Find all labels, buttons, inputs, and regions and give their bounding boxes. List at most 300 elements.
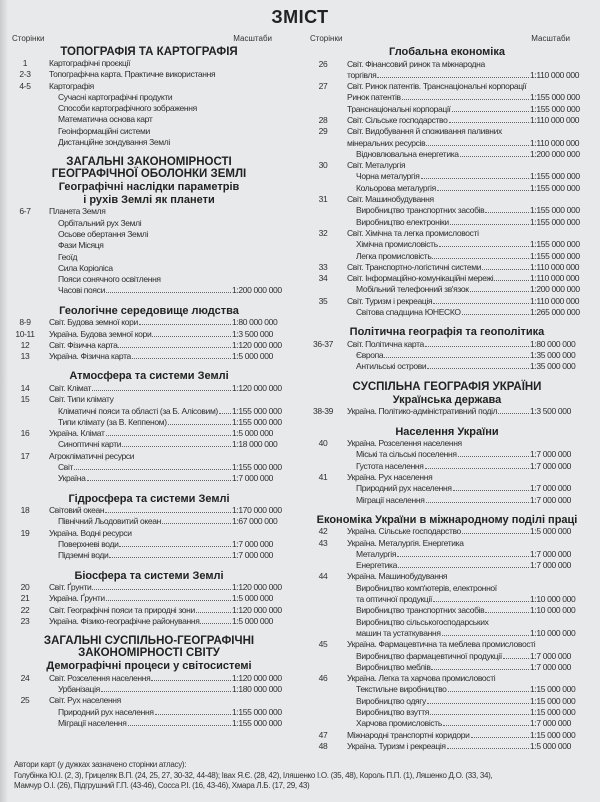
- dot-leader: [462, 533, 529, 534]
- dot-leader: [152, 336, 231, 337]
- toc-subentry[interactable]: [8, 263, 290, 274]
- toc-subentry[interactable]: [8, 550, 290, 561]
- entry-body: [340, 571, 588, 582]
- toc-entry[interactable]: [306, 81, 588, 92]
- toc-entry[interactable]: [306, 115, 588, 126]
- toc-subentry[interactable]: [306, 461, 588, 472]
- heading-line: Гідросфера та системи Землі: [68, 492, 230, 505]
- toc-subentry[interactable]: [8, 274, 290, 285]
- map-scale: 1:120 000 000: [232, 582, 282, 593]
- toc-entry[interactable]: [306, 538, 588, 549]
- page-number: 10-11: [15, 328, 35, 339]
- entry-title: Природний рух населення: [58, 706, 154, 717]
- toc-entry[interactable]: [8, 451, 290, 462]
- toc-subentry[interactable]: [8, 137, 290, 148]
- entry-title: Світ. Фізична карта: [49, 339, 118, 350]
- entry-title: Фази Місяця: [58, 240, 104, 251]
- entry-line: [49, 505, 290, 516]
- entry-title: Україна. Рух населення: [347, 471, 433, 482]
- entry-body: [340, 81, 588, 92]
- entry-line: [58, 439, 290, 450]
- entry-line: [347, 571, 588, 582]
- page-number: 17: [20, 450, 30, 461]
- map-scale: 1:155 000 000: [530, 92, 580, 103]
- page-number: 25: [20, 695, 30, 706]
- map-scale: 1:155 000 000: [530, 171, 580, 182]
- entry-title: Густота населення: [356, 460, 424, 471]
- dot-leader: [92, 390, 231, 391]
- entry-line: [58, 126, 290, 137]
- toc-entry[interactable]: [8, 593, 290, 604]
- toc-entry[interactable]: [8, 505, 290, 516]
- map-scale: 1:155 000 000: [232, 462, 282, 473]
- toc-subentry[interactable]: [306, 583, 588, 606]
- section-heading: [306, 394, 588, 407]
- entry-line: [347, 296, 588, 307]
- entry-title: Геоінформаційні системи: [58, 125, 150, 136]
- entry-title: Підземні води: [58, 550, 109, 561]
- entry-title: Виробництво електроніки: [356, 216, 449, 227]
- toc-entry[interactable]: [8, 605, 290, 616]
- entry-line: [347, 262, 588, 273]
- entry-line: [356, 149, 588, 160]
- toc-subentry[interactable]: [306, 718, 588, 729]
- entry-body: [42, 428, 290, 439]
- dot-leader: [447, 748, 529, 749]
- page-number: 34: [318, 273, 328, 284]
- page-number: 29: [318, 126, 328, 137]
- entry-title: Осьове обертання Землі: [58, 228, 149, 239]
- page-number: 22: [20, 604, 30, 615]
- map-scale: 1:265 000 000: [530, 307, 580, 318]
- dot-leader: [448, 691, 529, 692]
- entry-line: [356, 605, 588, 616]
- toc-entry[interactable]: [306, 571, 588, 582]
- entry-title: Способи картографічного зображення: [58, 103, 197, 114]
- entry-title: Україна. Клімат: [49, 428, 105, 439]
- toc-entry[interactable]: [306, 730, 588, 741]
- map-scale: 1:7 000 000: [530, 548, 572, 559]
- toc-subentry[interactable]: [8, 114, 290, 125]
- dot-leader: [433, 601, 529, 602]
- toc-entry[interactable]: [306, 406, 588, 417]
- section-heading: [306, 46, 588, 59]
- toc-column-left: [8, 33, 290, 729]
- map-scale: 1:155 000 000: [530, 182, 580, 193]
- map-scale: 1:5 000 000: [232, 428, 274, 439]
- entry-line: [356, 183, 588, 194]
- entry-body: [340, 449, 588, 460]
- map-scale: 1:7 000 000: [232, 550, 274, 561]
- map-scale: 1:10 000 000: [530, 627, 576, 638]
- entry-body: [42, 394, 290, 405]
- heading-line: Демографічні процеси у світосистемі: [46, 660, 252, 673]
- entry-line: [49, 351, 290, 362]
- entry-title: Синоптичні карти: [58, 439, 122, 450]
- toc-subentry[interactable]: [306, 361, 588, 372]
- entry-title: Виробництво взуття: [356, 707, 430, 718]
- page-number: 30: [318, 160, 328, 171]
- toc-entry[interactable]: [306, 262, 588, 273]
- entry-line: [49, 69, 290, 80]
- toc-subentry[interactable]: [306, 205, 588, 216]
- entry-title: Світова спадщина ЮНЕСКО: [356, 307, 461, 318]
- entry-body: [340, 104, 588, 115]
- toc-subentry[interactable]: [306, 284, 588, 295]
- dot-leader: [377, 77, 529, 78]
- toc-subentry[interactable]: [8, 462, 290, 473]
- toc-subentry[interactable]: [306, 495, 588, 506]
- page-number: 4-5: [19, 80, 31, 91]
- entry-body: [340, 639, 588, 650]
- entry-body: [42, 539, 290, 550]
- toc-entry[interactable]: [306, 104, 588, 115]
- entry-title: Виробництво транспортних засобів: [356, 605, 485, 616]
- map-scale: 1:80 000 000: [530, 338, 576, 349]
- toc-entry[interactable]: [306, 126, 588, 149]
- toc-entry[interactable]: [306, 273, 588, 284]
- entry-line: [356, 307, 588, 318]
- toc-subentry[interactable]: [306, 483, 588, 494]
- dot-leader: [450, 224, 529, 225]
- entry-title: Пояси сонячного освітлення: [58, 274, 161, 285]
- map-scale: 1:7 000 000: [530, 650, 572, 661]
- toc-subentry[interactable]: [306, 662, 588, 673]
- entry-title: Виробництво одягу: [356, 695, 426, 706]
- map-scale: 1:5 000 000: [232, 593, 274, 604]
- entry-line: [356, 549, 588, 560]
- dot-leader: [106, 292, 231, 293]
- entry-line: [58, 252, 290, 263]
- toc-subentry[interactable]: [8, 684, 290, 695]
- entry-body: [42, 317, 290, 328]
- entry-line: [356, 251, 588, 262]
- dot-leader: [482, 269, 529, 270]
- entry-title: Текстильне виробництво: [356, 684, 447, 695]
- entry-title: Відновлювальна енергетика: [356, 148, 459, 159]
- toc-entry[interactable]: [8, 673, 290, 684]
- toc-subentry[interactable]: [8, 103, 290, 114]
- entry-line: [356, 461, 588, 472]
- map-scale: 1:155 000 000: [232, 405, 282, 416]
- entry-title: Світовий океан: [49, 505, 105, 516]
- heading-line: Біосфера та системи Землі: [74, 569, 224, 582]
- toc-subentry[interactable]: [306, 239, 588, 250]
- entry-body: [340, 483, 588, 494]
- map-scale: 1:7 000 000: [530, 661, 572, 672]
- map-scale: 1:120 000 000: [232, 604, 282, 615]
- entry-line: [49, 340, 290, 351]
- entry-line: [58, 218, 290, 229]
- toc-subentry[interactable]: [8, 473, 290, 484]
- toc-entry[interactable]: [8, 340, 290, 351]
- entry-line: [356, 560, 588, 571]
- toc-entry[interactable]: [8, 394, 290, 405]
- entry-title: Світ. Транспортно-логістичні системи: [347, 261, 482, 272]
- entry-line: [356, 350, 588, 361]
- entry-title: Планета Земля: [49, 206, 106, 217]
- toc-entry[interactable]: [8, 317, 290, 328]
- page-number: 15: [20, 394, 30, 405]
- dot-leader: [431, 669, 529, 670]
- toc-entry[interactable]: [306, 59, 588, 82]
- toc-entry[interactable]: [8, 582, 290, 593]
- entry-line: [49, 451, 290, 462]
- entry-line: [49, 695, 290, 706]
- entry-line: [356, 594, 588, 605]
- page-number: 40: [318, 438, 328, 449]
- toc-subentry[interactable]: [306, 549, 588, 560]
- toc-subentry[interactable]: [8, 92, 290, 103]
- dot-leader: [109, 557, 231, 558]
- toc-entry[interactable]: [306, 228, 588, 239]
- toc-subentry[interactable]: [306, 307, 588, 318]
- toc-entry[interactable]: [306, 741, 588, 752]
- entry-line: [58, 103, 290, 114]
- entry-body: [42, 605, 290, 616]
- map-scale: 1:200 000 000: [530, 148, 580, 159]
- entry-body: [42, 58, 290, 69]
- entry-line: [347, 639, 588, 650]
- entry-title: Світ. Ґрунти: [49, 582, 92, 593]
- toc-subentry[interactable]: [306, 217, 588, 228]
- toc-subentry[interactable]: [306, 149, 588, 160]
- entry-line: [58, 550, 290, 561]
- entry-title: Міські та сільські поселення: [356, 449, 457, 460]
- toc-subentry[interactable]: [306, 350, 588, 361]
- heading-line: Політична географія та геополітика: [349, 326, 545, 339]
- heading-line: Українська держава: [392, 393, 502, 406]
- toc-subentry[interactable]: [306, 251, 588, 262]
- entry-title: Транснаціональні корпорації: [347, 103, 451, 114]
- entry-title: Агрокліматичні ресурси: [49, 450, 135, 461]
- toc-subentry[interactable]: [8, 718, 290, 729]
- map-scale: 1:120 000 000: [232, 339, 282, 350]
- map-scale: 1:155 000 000: [530, 250, 580, 261]
- entry-title: машин та устаткування: [356, 627, 441, 638]
- entry-body: [42, 593, 290, 604]
- toc-entry[interactable]: [306, 472, 588, 483]
- dot-leader: [494, 280, 529, 281]
- entry-line: [356, 651, 588, 662]
- toc-entry[interactable]: [306, 194, 588, 205]
- entry-line: [49, 58, 290, 69]
- entry-title: Світ. Фінансовий ринок та міжнародна: [347, 58, 485, 69]
- entry-line: [356, 684, 588, 695]
- toc-entry[interactable]: [8, 383, 290, 394]
- entry-body: [340, 406, 588, 417]
- entry-title: Картографія: [49, 80, 94, 91]
- dot-leader: [119, 546, 231, 547]
- toc-subentry[interactable]: [8, 285, 290, 296]
- map-scale: 1:155 000 000: [530, 103, 580, 114]
- page-number: 8-9: [19, 317, 31, 328]
- toc-subentry[interactable]: [306, 696, 588, 707]
- map-scale: 1:155 000 000: [530, 205, 580, 216]
- map-scale: 1:3 500 000: [232, 328, 274, 339]
- entry-body: [42, 274, 290, 285]
- entry-title: Світ. Рух населення: [49, 695, 121, 706]
- part-heading: [8, 46, 290, 58]
- heading-line: Глобальна економіка: [389, 46, 505, 58]
- map-scale: 1:120 000 000: [232, 382, 282, 393]
- entry-line: [347, 730, 588, 741]
- toc-entry[interactable]: [306, 160, 588, 171]
- toc-entry[interactable]: [8, 616, 290, 627]
- entry-line: [49, 428, 290, 439]
- toc-subentry[interactable]: [306, 560, 588, 571]
- entry-title: Часові пояси: [58, 285, 105, 296]
- dot-leader: [432, 258, 529, 259]
- heading-line: ЗАГАЛЬНІ СУСПІЛЬНО-ГЕОГРАФІЧНІ: [43, 635, 255, 648]
- toc-subentry[interactable]: [8, 539, 290, 550]
- toc-subentry[interactable]: [306, 605, 588, 616]
- section-heading: [306, 514, 588, 527]
- entry-line: [347, 59, 588, 70]
- toc-entry[interactable]: [8, 329, 290, 340]
- authors-line: Голубінка Ю.І. (2, 3), Грицеляк В.П. (24, 25, 27, 30-32, 44-48); Івах Я.Є. (28, 42), Іляшенко І.О. (35, 48), Король П.П. (1), Ляшенко Д.О. (33, 34),: [14, 770, 493, 780]
- dot-leader: [384, 357, 529, 358]
- map-scale: 1:200 000 000: [232, 285, 282, 296]
- toc-subentry[interactable]: [306, 651, 588, 662]
- section-heading: [306, 426, 588, 439]
- entry-title: Україна. Розселення населення: [347, 438, 462, 449]
- toc-entry[interactable]: [306, 339, 588, 350]
- toc-subentry[interactable]: [8, 516, 290, 527]
- toc-subentry[interactable]: [8, 218, 290, 229]
- entry-body: [340, 461, 588, 472]
- dot-leader: [453, 490, 529, 491]
- entry-title: Енергетика: [356, 560, 397, 571]
- heading-line: ГЕОГРАФІЧНОЇ ОБОЛОНКИ ЗЕМЛІ: [51, 168, 247, 181]
- toc-subentry[interactable]: [306, 617, 588, 640]
- entry-line: [347, 406, 588, 417]
- map-scale: 1:10 000 000: [530, 605, 576, 616]
- dot-leader: [430, 714, 529, 715]
- entry-title: Антильські острови: [356, 361, 427, 372]
- entry-title: Математична основа карт: [58, 114, 153, 125]
- entry-body: [340, 284, 588, 295]
- toc-subentry[interactable]: [8, 417, 290, 428]
- toc-entry[interactable]: [8, 695, 290, 706]
- entry-line: [58, 240, 290, 251]
- toc-subentry[interactable]: [306, 183, 588, 194]
- toc-subentry[interactable]: [8, 707, 290, 718]
- toc-subentry[interactable]: [306, 707, 588, 718]
- toc-entry[interactable]: [8, 206, 290, 217]
- toc-entry[interactable]: [8, 69, 290, 80]
- entry-line: [58, 137, 290, 148]
- entry-body: [340, 307, 588, 318]
- dot-leader: [106, 435, 231, 436]
- map-scale: 1:67 000 000: [232, 516, 278, 527]
- page-number: 20: [20, 582, 30, 593]
- toc-subentry[interactable]: [8, 126, 290, 137]
- dot-leader: [485, 212, 529, 213]
- page-number: 42: [318, 526, 328, 537]
- page-number: 18: [20, 505, 30, 516]
- dot-leader: [105, 512, 231, 513]
- map-scale: 1:155 000 000: [530, 216, 580, 227]
- entry-title: Україна. Туризм і рекреація: [347, 740, 446, 751]
- entry-line: [356, 449, 588, 460]
- entry-body: [340, 673, 588, 684]
- toc-subentry[interactable]: [306, 171, 588, 182]
- toc-entry[interactable]: [306, 526, 588, 537]
- entry-title: Україна. Водні ресурси: [49, 527, 132, 538]
- entry-line: [49, 593, 290, 604]
- heading-line: Атмосфера та системи Землі: [69, 370, 229, 383]
- toc-entry[interactable]: [306, 92, 588, 103]
- toc-subentry[interactable]: [8, 439, 290, 450]
- toc-entry[interactable]: [306, 296, 588, 307]
- toc-entry[interactable]: [8, 428, 290, 439]
- map-scale: 1:7 000 000: [530, 718, 572, 729]
- entry-line: [356, 707, 588, 718]
- entry-title: Кліматичні пояси та області (за Б. Алісовим): [58, 405, 218, 416]
- page-number: 21: [20, 593, 30, 604]
- toc-entry[interactable]: [306, 438, 588, 449]
- entry-body: [42, 351, 290, 362]
- toc-subentry[interactable]: [306, 684, 588, 695]
- page-number: 14: [20, 382, 30, 393]
- entry-body: [340, 583, 588, 606]
- entry-line: [356, 284, 588, 295]
- page-number: 28: [318, 114, 328, 125]
- entry-title: Чорна металургія: [356, 171, 420, 182]
- map-scale: 1:155 000 000: [232, 416, 282, 427]
- heading-line: ЗАКОНОМІРНОСТІ СВІТУ: [78, 647, 220, 660]
- toc-subentry[interactable]: [8, 229, 290, 240]
- toc-entry[interactable]: [306, 639, 588, 650]
- toc-subentry[interactable]: [8, 252, 290, 263]
- map-scale: 1:110 000 000: [530, 137, 580, 148]
- toc-entry[interactable]: [8, 58, 290, 69]
- entry-line: [49, 206, 290, 217]
- toc-entry[interactable]: [8, 81, 290, 92]
- entry-title: Україна: [58, 473, 86, 484]
- entry-title: Україна. Політико-адміністративний поділ: [347, 406, 498, 417]
- toc-entry[interactable]: [306, 673, 588, 684]
- entry-body: [340, 251, 588, 262]
- dot-leader: [155, 714, 231, 715]
- entry-title: Україна. Легка та харчова промисловості: [347, 673, 496, 684]
- dot-leader: [498, 413, 529, 414]
- entry-title: та оптичної продукції: [356, 594, 432, 605]
- toc-entry[interactable]: [8, 528, 290, 539]
- dot-leader: [421, 178, 529, 179]
- entry-line: [347, 538, 588, 549]
- map-scale: 1:170 000 000: [232, 505, 282, 516]
- entry-title: Міграції населення: [356, 494, 425, 505]
- entry-title: Україна. Фізична карта: [49, 351, 131, 362]
- entry-body: [340, 115, 588, 126]
- toc-subentry[interactable]: [8, 240, 290, 251]
- entry-title: Кольорова металургія: [356, 182, 436, 193]
- dot-leader: [443, 725, 529, 726]
- entry-line: [356, 361, 588, 372]
- page-number: 33: [318, 261, 328, 272]
- entry-title: Україна. Машинобудування: [347, 571, 448, 582]
- toc-subentry[interactable]: [8, 406, 290, 417]
- toc-entry[interactable]: [8, 351, 290, 362]
- toc-subentry[interactable]: [306, 449, 588, 460]
- map-scale: 1:15 000 000: [530, 707, 576, 718]
- map-scale: 1:5 000 000: [530, 526, 572, 537]
- page-number: 13: [20, 351, 30, 362]
- dot-leader: [439, 246, 529, 247]
- entry-title: Світ: [58, 462, 74, 473]
